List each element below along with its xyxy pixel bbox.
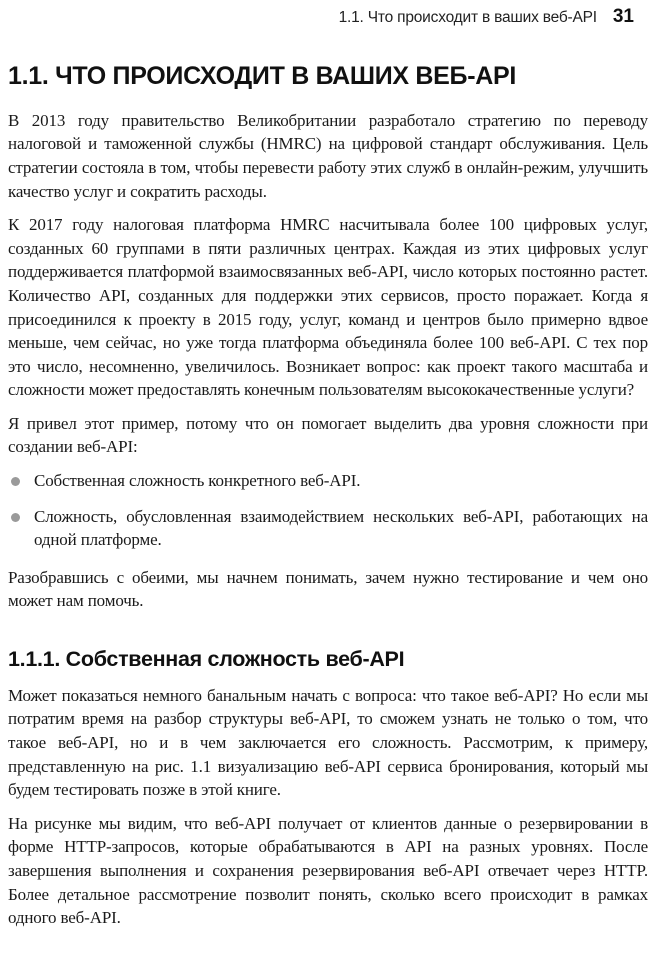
paragraph: Я привел этот пример, потому что он помогает выделить два уровня сложности при создании веб-API:: [8, 413, 648, 457]
paragraph: В 2013 году правительство Великобритании разработало стратегию по переводу налоговой и таможенной службы (HMRC) на цифровой стандарт обслуживания. Цель стратегии состояла в том, чтобы перевести работу этих служб в онлайн-режим, улучшить качество услуг и сократить расходы.: [8, 110, 648, 201]
paragraph: К 2017 году налоговая платформа HMRC насчитывала более 100 цифровых услуг, созданных 60 группами в пяти различных центрах. Каждая из этих цифровых услуг поддерживается платформой взаимосвязанных веб-API, число которых постоянно растет. Количество API, созданных для поддержки этих сервисов, просто поражает. Когда я присоединился к проекту в 2015 году, услуг, команд и центров было примерно вдвое меньше, чем сейчас, но уже тогда платформа объединяла более 100 веб-API. С тех пор это число, несомненно, увеличилось. Возникает вопрос: как проект такого масштаба и сложности может предоставлять конечным пользователям высококачественные услуги?: [8, 215, 648, 400]
section-title: 1.1. ЧТО ПРОИСХОДИТ В ВАШИХ ВЕБ-API: [8, 62, 516, 90]
page-number: 31: [612, 6, 634, 27]
bullet-dot-icon: [11, 513, 20, 522]
bullet-item: [8, 469, 648, 493]
bullet-item: [8, 505, 648, 552]
subsection-title: 1.1.1. Собственная сложность веб-API: [8, 647, 405, 672]
paragraph: Может показаться немного банальным начать с вопроса: что такое веб-API? Но если мы потратим время на разбор структуры веб-API, то сможем узнать не только о том, что такое веб-API, но и в чем заключается его сложность. Рассмотрим, к примеру, представленную на рис. 1.1 визуализацию веб-API сервиса бронирования, который мы будем тестировать позже в этой книге.: [8, 685, 648, 800]
page-content: [8, 62, 648, 940]
paragraph: Разобравшись с обеими, мы начнем понимать, зачем нужно тестирование и чем оно может нам помочь.: [8, 567, 648, 611]
page-header: [339, 6, 634, 28]
bullet-dot-icon: [11, 477, 20, 486]
bullet-text: Сложность, обусловленная взаимодействием нескольких веб-API, работающих на одной платформе.: [34, 506, 648, 550]
bullet-text: Собственная сложность конкретного веб-API.: [34, 471, 361, 491]
paragraph: На рисунке мы видим, что веб-API получает от клиентов данные о резервировании в форме HTTP-запросов, которые обрабатываются в API на разных уровнях. После завершения выполнения и сохранения резервирования веб-API отвечает через HTTP. Более детальное рассмотрение позволит понять, сколько всего происходит в рамках одного веб-API.: [8, 813, 648, 928]
running-title: 1.1. Что происходит в ваших веб-API: [338, 9, 597, 26]
bullet-list: [8, 469, 648, 552]
